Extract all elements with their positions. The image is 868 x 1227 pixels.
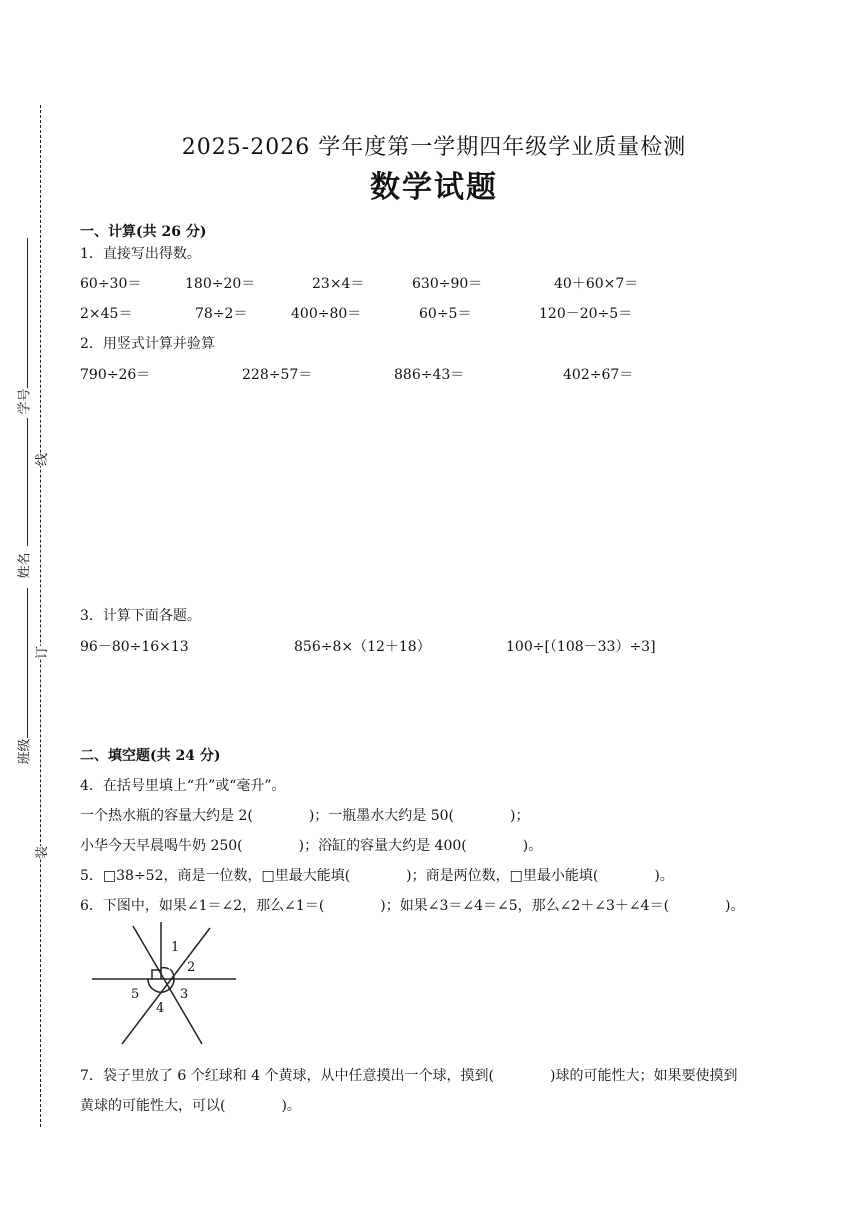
q1-label: 1．直接写出得数。: [80, 246, 201, 262]
angle-figure: [88, 918, 240, 1050]
q2-item: 402÷67＝: [563, 367, 634, 383]
q1-item: 120－20÷5＝: [539, 306, 633, 322]
q1-item: 2×45＝: [80, 306, 133, 322]
angle-arc: [148, 979, 154, 990]
angle-arc: [161, 968, 169, 969]
angle-arc: [154, 990, 168, 992]
q4-label: 4．在括号里填上“升”或“毫升”。: [80, 778, 286, 794]
q7-line1: 7．袋子里放了 6 个红球和 4 个黄球，从中任意摸出一个球，摸到( )球的可能性大；如果要使摸到: [80, 1068, 738, 1084]
q3-item: 96－80÷16×13: [80, 639, 189, 655]
q3-label: 3．计算下面各题。: [80, 608, 201, 624]
section1-title: 一、计算(共 26 分): [80, 224, 207, 240]
exam-subtitle: 数学试题: [370, 170, 498, 205]
exam-title: 2025-2026 学年度第一学期四年级学业质量检测: [181, 135, 687, 160]
binding-mark-staple: 订: [31, 646, 50, 659]
q5-text: 5．□38÷52，商是一位数，□里最大能填( )；商是两位数，□里最小能填( )。: [80, 868, 674, 884]
class-label: 班级: [17, 738, 33, 765]
q1-item: 60÷5＝: [419, 306, 472, 322]
diagonal-line-b: [133, 926, 202, 1044]
diagonal-line-a: [122, 928, 210, 1044]
q1-item: 23×4＝: [312, 276, 365, 292]
q2-item: 790÷26＝: [80, 367, 151, 383]
q6-text: 6．下图中，如果∠1＝∠2，那么∠1＝( )；如果∠3＝∠4＝∠5，那么∠2＋∠3＋∠4＝( )。: [80, 898, 745, 914]
binding-mark-line: 线: [31, 453, 50, 466]
q1-item: 180÷20＝: [185, 276, 256, 292]
name-label: 姓名: [17, 552, 33, 579]
q2-item: 886÷43＝: [394, 367, 465, 383]
student-id-blank: [27, 238, 28, 388]
section2-title: 二、填空题(共 24 分): [80, 748, 221, 764]
q2-item: 228÷57＝: [242, 367, 313, 383]
angle-label-2: 2: [187, 960, 196, 975]
q1-item: 630÷90＝: [412, 276, 483, 292]
q4-line1: 一个热水瓶的容量大约是 2( )；一瓶墨水大约是 50( )；: [80, 808, 530, 824]
angle-label-1: 1: [171, 940, 180, 955]
q3-item: 100÷[（108－33）÷3]: [506, 639, 656, 655]
student-id-label: 学号: [17, 388, 33, 415]
q3-item: 856÷8×（12＋18）: [294, 639, 431, 655]
q1-item: 78÷2＝: [195, 306, 248, 322]
binding-dashed-line: [40, 105, 41, 1127]
q1-item: 400÷80＝: [291, 306, 362, 322]
q1-item: 40＋60×7＝: [554, 276, 639, 292]
q7-line2: 黄球的可能性大，可以( )。: [80, 1098, 301, 1114]
angle-label-4: 4: [156, 1001, 165, 1016]
q2-label: 2．用竖式计算并验算: [80, 336, 215, 352]
q1-item: 60÷30＝: [80, 276, 142, 292]
q4-line2: 小华今天早晨喝牛奶 250( )；浴缸的容量大约是 400( )。: [80, 838, 543, 854]
angle-label-5: 5: [131, 987, 140, 1002]
name-blank: [27, 418, 28, 546]
class-blank: [27, 588, 28, 738]
angle-label-3: 3: [180, 987, 189, 1002]
binding-mark-bind: 装: [31, 846, 50, 859]
